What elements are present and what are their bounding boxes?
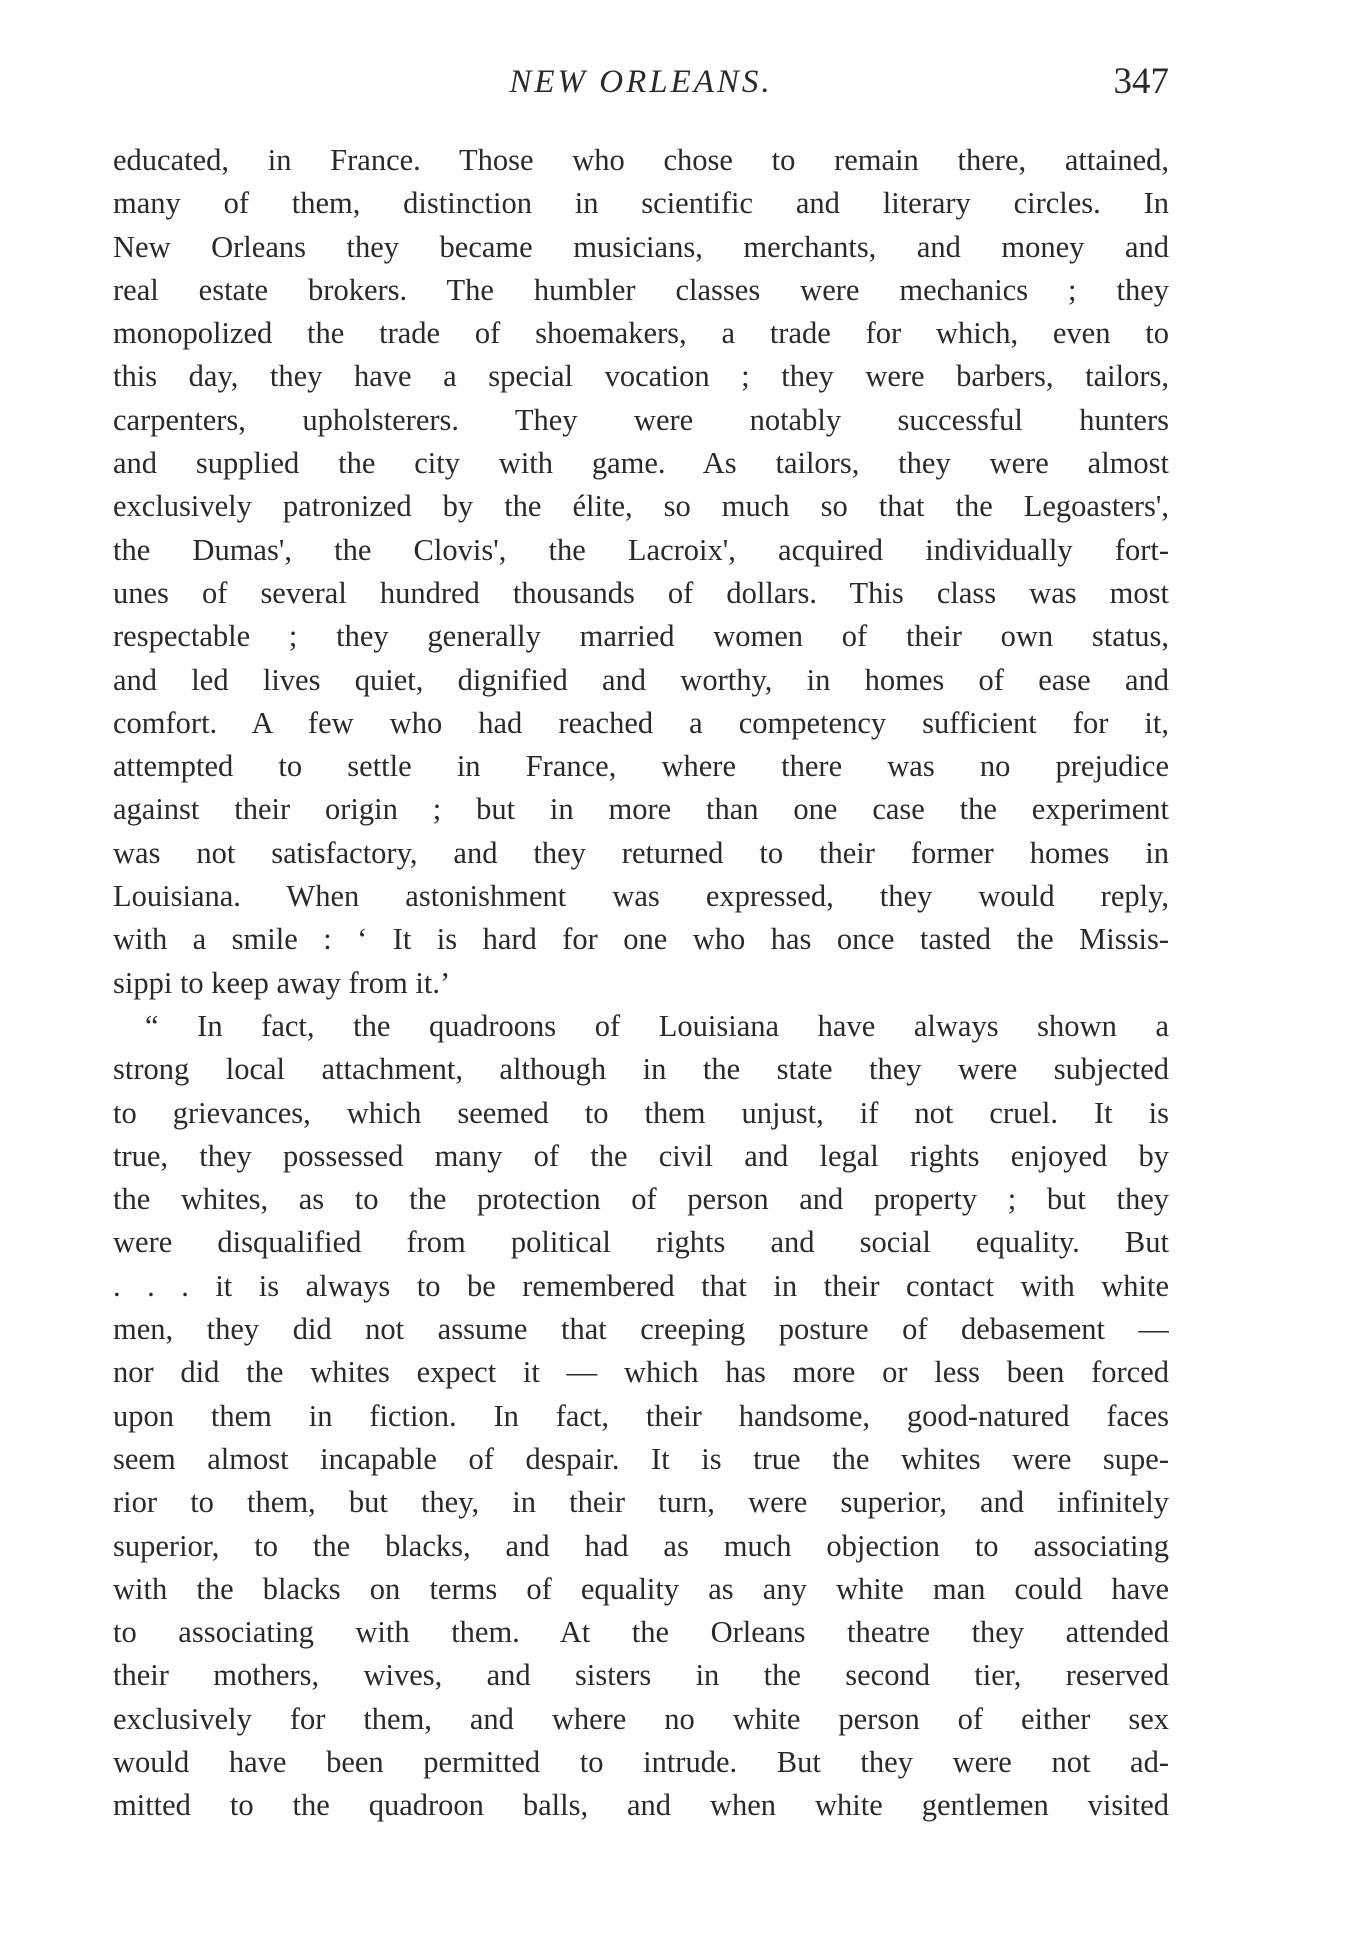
- text-line: nor did the whites expect it — which has more or less been forced: [113, 1355, 1169, 1390]
- text-line: their mothers, wives, and sisters in the second tier, reserved: [113, 1658, 1169, 1693]
- text-line: carpenters, upholsterers. They were notably successful hunters: [113, 402, 1169, 437]
- running-title: NEW ORLEANS.: [509, 64, 773, 100]
- text-line: men, they did not assume that creeping posture of debasement —: [113, 1312, 1169, 1347]
- text-line: educated, in France. Those who chose to remain there, attained,: [113, 143, 1169, 177]
- text-line: superior, to the blacks, and had as much objection to associating: [113, 1528, 1169, 1563]
- text-line: to associating with them. At the Orleans theatre they attended: [113, 1615, 1169, 1650]
- paragraph-start-line: “ In fact, the quadroons of Louisiana have always shown a: [145, 1008, 1169, 1043]
- text-line: and supplied the city with game. As tailors, they were almost: [113, 446, 1169, 481]
- text-line: this day, they have a special vocation ; they were barbers, tailors,: [113, 359, 1169, 394]
- text-line: real estate brokers. The humbler classes were mechanics ; they: [113, 272, 1169, 307]
- text-line: monopolized the trade of shoemakers, a trade for which, even to: [113, 316, 1169, 351]
- text-line: against their origin ; but in more than one case the experiment: [113, 792, 1169, 827]
- text-line: the whites, as to the protection of person and property ; but they: [113, 1182, 1169, 1217]
- page-header: [113, 56, 1169, 108]
- text-line: strong local attachment, although in the state they were subjected: [113, 1052, 1169, 1087]
- text-line: to grievances, which seemed to them unjust, if not cruel. It is: [113, 1095, 1169, 1130]
- body-text: [113, 139, 1169, 1828]
- text-line: were disqualified from political rights and social equality. But: [113, 1225, 1169, 1260]
- page-number: 347: [1113, 61, 1169, 102]
- text-line: would have been permitted to intrude. But they were not ad-: [113, 1744, 1169, 1779]
- text-line: attempted to settle in France, where there was no prejudice: [113, 749, 1169, 784]
- text-line: upon them in fiction. In fact, their handsome, good-natured faces: [113, 1398, 1169, 1433]
- text-line: exclusively for them, and where no white person of either sex: [113, 1701, 1169, 1736]
- text-line: . . . it is always to be remembered that in their contact with white: [113, 1268, 1169, 1303]
- text-line: New Orleans they became musicians, merchants, and money and: [113, 229, 1169, 264]
- text-line: true, they possessed many of the civil and legal rights enjoyed by: [113, 1138, 1169, 1173]
- text-line: was not satisfactory, and they returned to their former homes in: [113, 835, 1169, 870]
- text-line: with a smile : ‘ It is hard for one who has once tasted the Missis-: [113, 922, 1169, 957]
- text-line: respectable ; they generally married women of their own status,: [113, 619, 1169, 654]
- text-line: Louisiana. When astonishment was expressed, they would reply,: [113, 879, 1169, 914]
- text-line: seem almost incapable of despair. It is true the whites were supe-: [113, 1441, 1169, 1476]
- text-line: comfort. A few who had reached a competency sufficient for it,: [113, 705, 1169, 740]
- text-line: unes of several hundred thousands of dollars. This class was most: [113, 575, 1169, 610]
- text-line: many of them, distinction in scientific and literary circles. In: [113, 186, 1169, 221]
- text-line: and led lives quiet, dignified and worthy, in homes of ease and: [113, 662, 1169, 697]
- paragraph-end-line: sippi to keep away from it.’: [113, 965, 451, 1000]
- text-line: exclusively patronized by the élite, so much so that the Legoasters',: [113, 489, 1169, 524]
- text-line: with the blacks on terms of equality as any white man could have: [113, 1571, 1169, 1606]
- text-line: the Dumas', the Clovis', the Lacroix', acquired individually fort-: [113, 532, 1169, 567]
- text-line: rior to them, but they, in their turn, were superior, and infinitely: [113, 1485, 1169, 1520]
- text-line: mitted to the quadroon balls, and when white gentlemen visited: [113, 1788, 1169, 1823]
